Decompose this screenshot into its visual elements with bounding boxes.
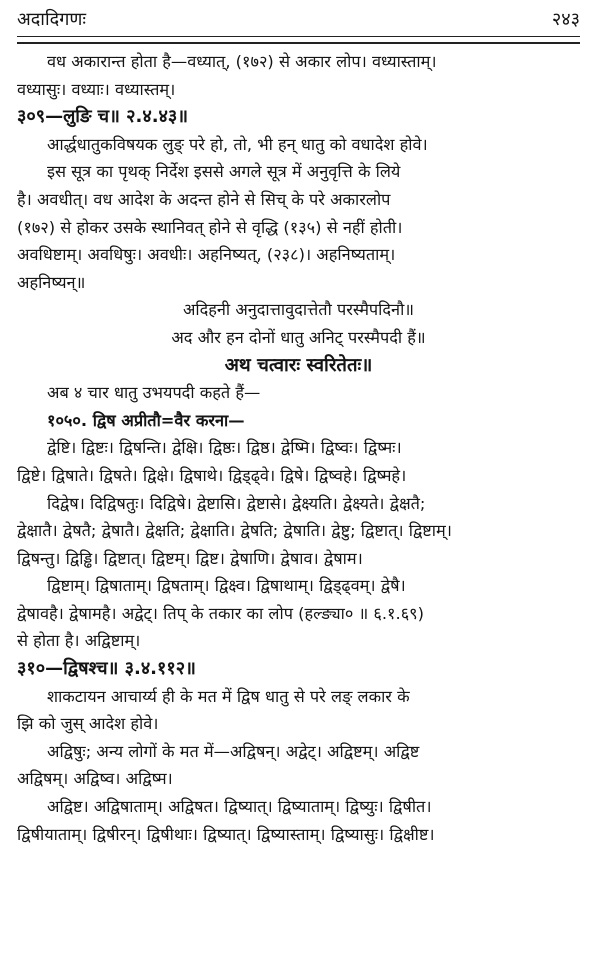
section-title: अदादिगणः <box>17 9 86 30</box>
paragraph-line: द्विषन्तु। द्विड्ढि। द्विष्टात्। द्विष्टम्। द्विष्ट। द्वेषाणि। द्वेषाव। द्वेषाम। <box>17 548 363 568</box>
centered-verse: अदिहनी अनुदात्तावुदात्तेतौ परस्मैपदिनौ॥ <box>182 300 415 320</box>
page-body <box>17 48 580 848</box>
page-number: २४३ <box>551 9 580 30</box>
paragraph-line: दिद्वेष। दिद्विषतुः। दिद्विषे। द्वेष्टासि। द्वेष्टासे। द्वेक्ष्यति। द्वेक्ष्यते। द्वेक्षतै; <box>47 493 426 513</box>
paragraph-line: इस सूत्र का पृथक् निर्देश इससे अगले सूत्र में अनुवृत्ति के लिये <box>47 162 401 182</box>
paragraph-line: अब ४ चार धातु उभयपदी कहते हैं— <box>47 383 261 403</box>
paragraph-line: द्वेक्षातै। द्वेषतै; द्वेषातै। द्वेक्षति; द्वेक्षाति। द्वेषति; द्वेषाति। द्वेष्टु; द्विष्टात्। द्विष्टाम्। <box>17 521 452 541</box>
page-header <box>17 6 580 32</box>
paragraph-line: द्विष्टाम्। द्विषाताम्। द्विषताम्। द्विक्ष्व। द्विषाथाम्। द्विड्ढ्वम्। द्वेषै। <box>47 576 406 596</box>
header-rule <box>17 36 580 44</box>
paragraph-line: शाकटायन आचार्य्य ही के मत में द्विष धातु से परे लङ् लकार के <box>47 686 410 706</box>
paragraph-line: अद्विषुः; अन्य लोगों के मत में—अद्विषन्। अद्वेट्। अद्विष्टम्। अद्विष्ट <box>47 741 420 761</box>
paragraph-line: वध अकारान्त होता है—वध्यात्, (१७२) से अकार लोप। वध्यास्ताम्। <box>47 52 437 71</box>
section-heading: अथ चत्वारः स्वरितेतः॥ <box>224 354 373 376</box>
paragraph-line: से होता है। अद्विष्टाम्। <box>17 631 141 651</box>
paragraph-line: वध्यासुः। वध्याः। वध्यास्तम्। <box>17 79 176 99</box>
paragraph-line: अवधिष्टाम्। अवधिषुः। अवधीः। अहनिष्यत्, (२३८)। अहनिष्यताम्। <box>17 245 396 265</box>
sutra-heading: ३०९—लुङि च॥ २.४.४३॥ <box>17 106 189 128</box>
paragraph-line: है। अवधीत्। वध आदेश के अदन्त होने से सिच् के परे अकारलोप <box>17 189 391 209</box>
paragraph-line: (१७२) से होकर उसके स्थानिवत् होने से वृद्धि (१३५) से नहीं होती। <box>17 217 403 237</box>
sutra-heading: ३१०—द्विषश्च॥ ३.४.११२॥ <box>17 658 196 680</box>
paragraph-line: आर्द्धधातुकविषयक लुङ् परे हो, तो, भी हन् धातु को वधादेश होवे। <box>47 134 428 154</box>
paragraph-line: झि को जुस् आदेश होवे। <box>17 714 159 734</box>
dhatu-heading: १०५०. द्विष अप्रीतौ=वैर करना— <box>47 410 245 430</box>
centered-verse: अद और हन दोनों धातु अनिट् परस्मैपदी हैं॥ <box>171 327 426 347</box>
paragraph-line: द्विष्टे। द्विषाते। द्विषते। द्विक्षे। द्विषाथे। द्विड्ढ्वे। द्विषे। द्विष्वहे। द्विष्महे। <box>17 465 407 485</box>
paragraph-line: द्वेषावहै। द्वेषामहै। अद्वेट्। तिप् के तकार का लोप (हल्ङ्या० ॥ ६.१.६९) <box>17 603 424 623</box>
paragraph-line: द्वेष्टि। द्विष्टः। द्विषन्ति। द्वेक्षि। द्विष्ठः। द्विष्ठ। द्वेष्मि। द्विष्वः। द्विष्मः। <box>47 438 402 458</box>
paragraph-line: अद्विषम्। अद्विष्व। अद्विष्म। <box>17 769 173 789</box>
paragraph-line: द्विषीयाताम्। द्विषीरन्। द्विषीथाः। द्विष्यात्। द्विष्यास्ताम्। द्विष्यासुः। द्विक्षीष्ट। <box>17 824 435 844</box>
paragraph-line: अद्विष्ट। अद्विषाताम्। अद्विषत। द्विष्यात्। द्विष्याताम्। द्विष्युः। द्विषीत। <box>47 797 432 817</box>
paragraph-line: अहनिष्यन्॥ <box>17 272 86 292</box>
